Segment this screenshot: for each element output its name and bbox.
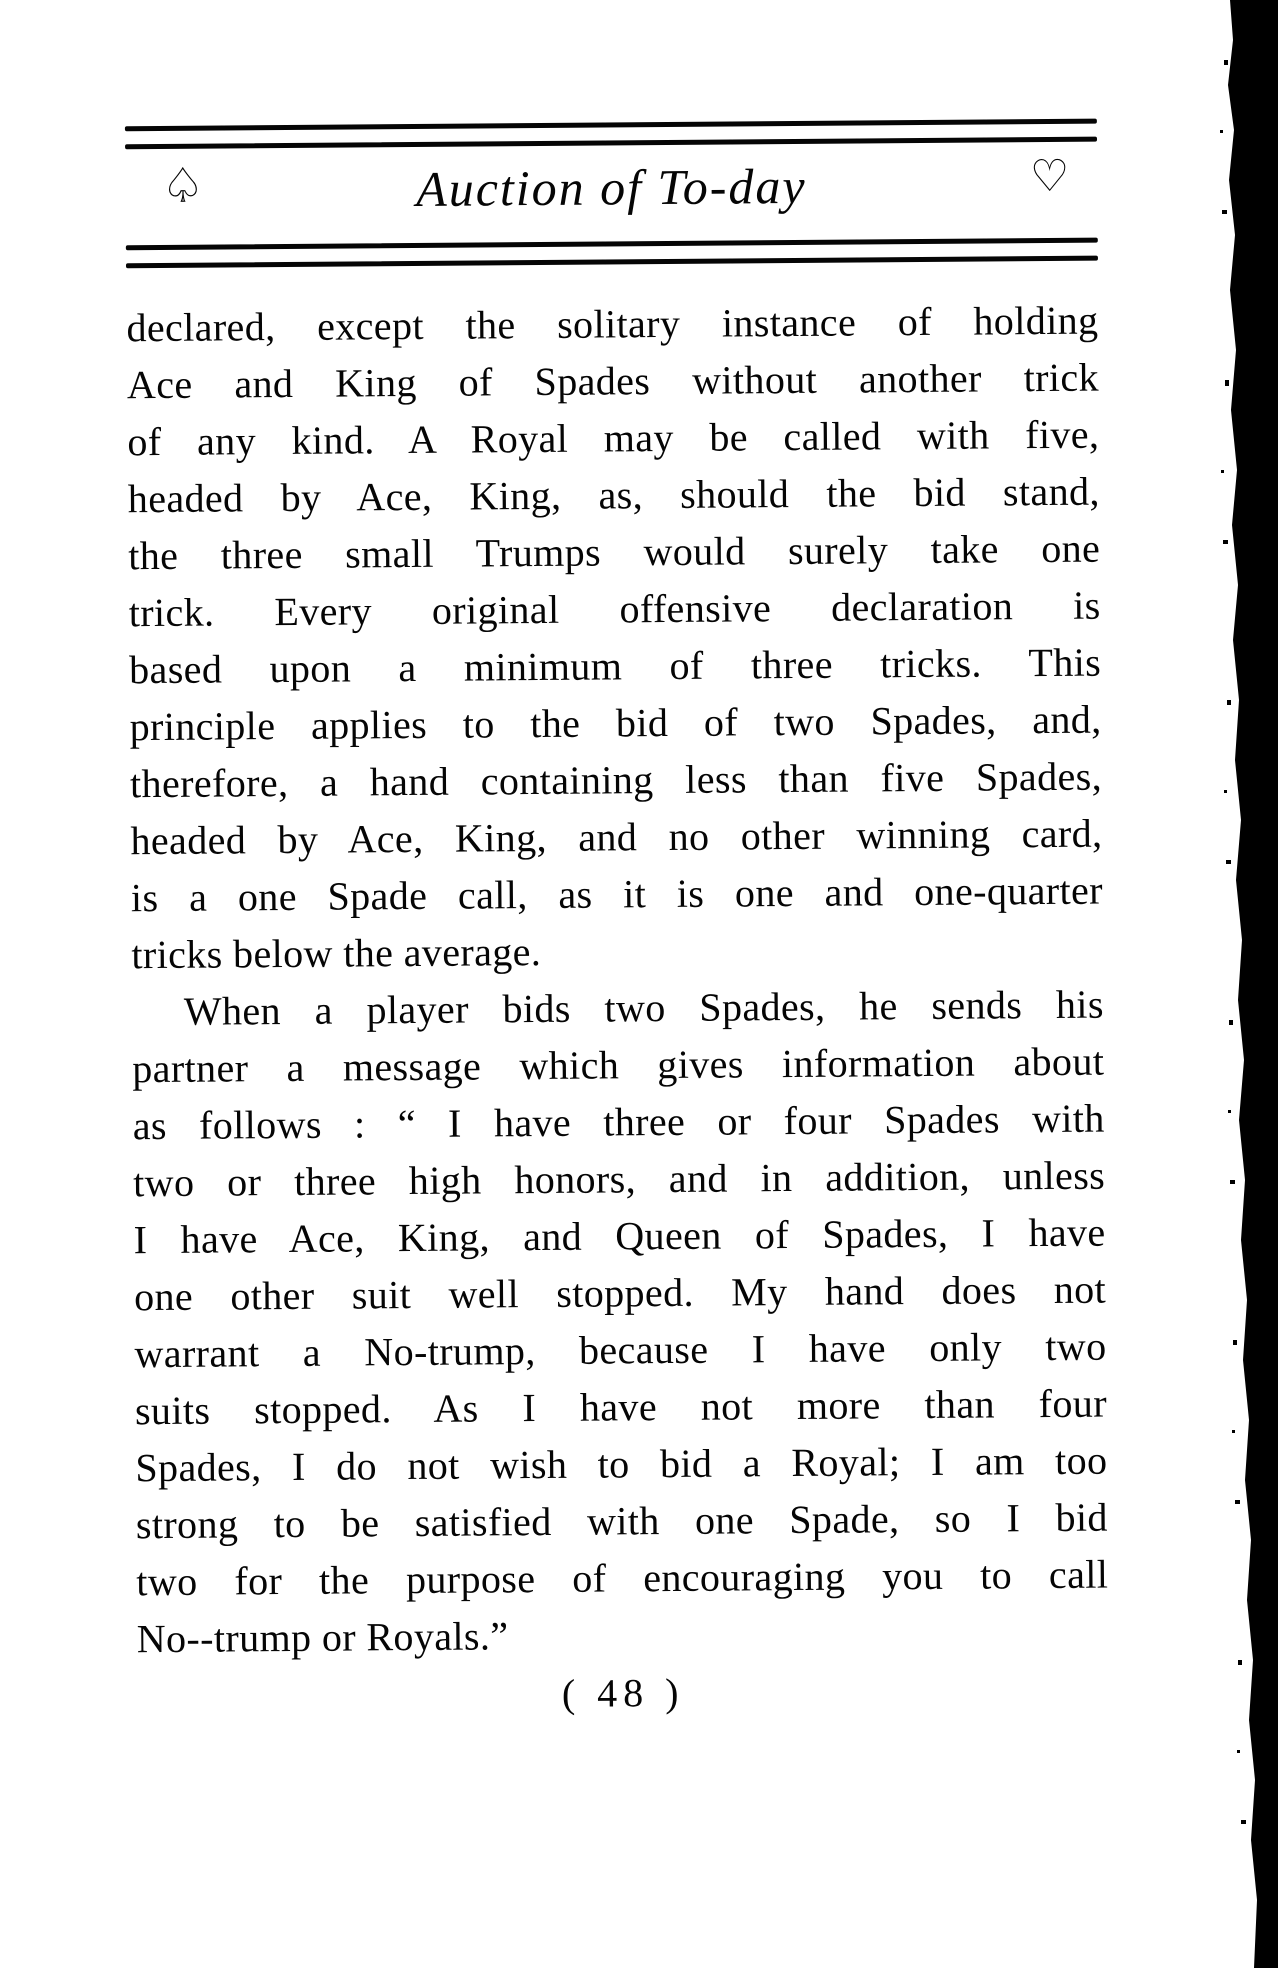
text-line: the three small Trumps would surely take one [128, 525, 1101, 579]
text-line: Ace and King of Spades without another trick [126, 354, 1100, 408]
text-line: suits stopped. As I have not more than four [134, 1380, 1108, 1434]
text-line: two for the purpose of encouraging you to call [136, 1551, 1109, 1605]
text-line: based upon a minimum of three tricks. This [128, 639, 1102, 693]
text-line: I have Ace, King, and Queen of Spades, I have [133, 1209, 1106, 1263]
text-line: principle applies to the bid of two Spades, and, [129, 696, 1102, 750]
text-line: warrant a No-trump, because I have only two [134, 1323, 1107, 1377]
spade-outline-icon: ♤ [161, 157, 205, 214]
text-line: strong to be satisfied with one Spade, so I bid [135, 1494, 1109, 1548]
header-rule-bottom-2 [126, 256, 1098, 269]
header-rule-top-1 [125, 119, 1097, 132]
text-line: of any kind. A Royal may be called with five, [127, 411, 1100, 465]
page-title: Auction of To-day [415, 157, 807, 217]
text-line: is a one Spade call, as it is one and one-quarter [130, 867, 1104, 921]
text-line: tricks below the average. [131, 928, 542, 978]
text-line: two or three high honors, and in addition, unless [133, 1152, 1106, 1206]
text-line: No--trump or Royals.” [136, 1613, 509, 1662]
page-number: ( 48 ) [561, 1669, 685, 1716]
text-line: one other suit well stopped. My hand does not [133, 1266, 1107, 1320]
text-line: When a player bids two Spades, he sends his [183, 981, 1104, 1034]
running-header [125, 144, 1098, 232]
header-rule-bottom-1 [126, 238, 1098, 251]
text-line: therefore, a hand containing less than five Spades, [129, 753, 1103, 807]
text-line: headed by Ace, King, as, should the bid stand, [127, 468, 1100, 522]
body-text [126, 292, 1109, 1668]
text-line: declared, except the solitary instance of holding [126, 297, 1099, 351]
text-line: headed by Ace, King, and no other winning card, [130, 810, 1103, 864]
text-line: as follows : “ I have three or four Spades with [132, 1095, 1105, 1149]
scan-edge-artifact [1208, 0, 1278, 1968]
text-line: Spades, I do not wish to bid a Royal; I am too [135, 1437, 1108, 1491]
heart-outline-icon: ♡ [1029, 150, 1070, 203]
text-line: partner a message which gives information about [132, 1038, 1105, 1092]
text-line: trick. Every original offensive declaration is [128, 582, 1101, 636]
page-content [125, 113, 1110, 1726]
